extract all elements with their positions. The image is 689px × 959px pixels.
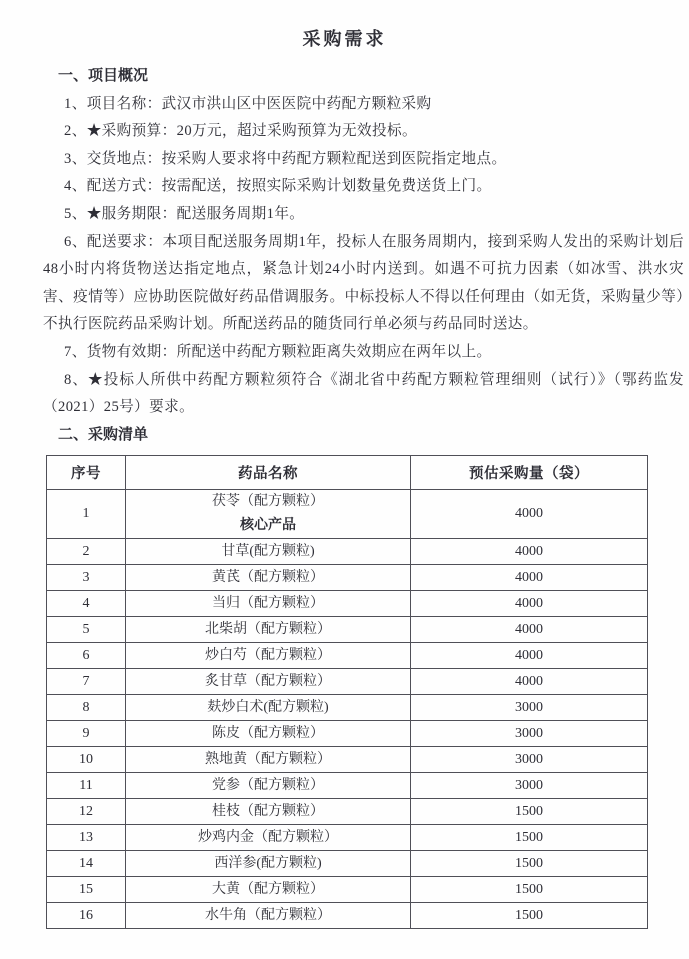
overview-item-5: 5、★服务期限：配送服务周期1年。 <box>64 205 305 222</box>
row-quantity: 1500 <box>411 799 648 825</box>
row-quantity: 4000 <box>411 490 648 539</box>
row-name-cell <box>126 643 411 669</box>
row-drug-name: 北柴胡（配方颗粒） <box>205 621 331 637</box>
row-drug-name: 当归（配方颗粒） <box>212 595 324 611</box>
table-row <box>47 565 648 591</box>
row-serial: 9 <box>47 721 126 747</box>
table-row <box>47 773 648 799</box>
table-row <box>47 539 648 565</box>
row-drug-name: 甘草(配方颗粒) <box>221 543 315 559</box>
table-row <box>47 799 648 825</box>
purchase-table-body <box>47 490 648 929</box>
row-name-cell <box>126 565 411 591</box>
row-quantity: 3000 <box>411 747 648 773</box>
row-name-cell <box>126 669 411 695</box>
row-name-cell <box>126 591 411 617</box>
row-name-cell <box>126 721 411 747</box>
row-drug-name: 熟地黄（配方颗粒） <box>205 751 331 767</box>
col-header-drug-name: 药品名称 <box>126 456 411 490</box>
row-drug-name: 黄芪（配方颗粒） <box>212 569 324 585</box>
row-quantity: 4000 <box>411 643 648 669</box>
row-serial: 13 <box>47 825 126 851</box>
row-name-cell <box>126 539 411 565</box>
table-row <box>47 825 648 851</box>
row-name-cell <box>126 490 411 539</box>
table-header-row <box>47 456 648 490</box>
row-serial: 3 <box>47 565 126 591</box>
row-quantity: 1500 <box>411 825 648 851</box>
row-drug-name: 炙甘草（配方颗粒） <box>205 673 331 689</box>
row-quantity: 4000 <box>411 617 648 643</box>
table-row <box>47 851 648 877</box>
row-name-cell <box>126 877 411 903</box>
table-row <box>47 747 648 773</box>
row-drug-name: 炒鸡内金（配方颗粒） <box>198 829 338 845</box>
purchase-table <box>46 455 648 929</box>
table-row <box>47 903 648 929</box>
row-serial: 10 <box>47 747 126 773</box>
overview-item-1: 1、项目名称：武汉市洪山区中医医院中药配方颗粒采购 <box>64 95 432 112</box>
overview-item-8: 8、★投标人所供中药配方颗粒须符合《湖北省中药配方颗粒管理细则（试行）》（鄂药监发（2021）25号）要求。 <box>43 371 684 416</box>
row-serial: 1 <box>47 490 126 539</box>
row-serial: 12 <box>47 799 126 825</box>
col-header-serial: 序号 <box>47 456 126 490</box>
row-quantity: 1500 <box>411 877 648 903</box>
document-title: 采购需求 <box>302 29 387 49</box>
table-row <box>47 669 648 695</box>
table-row <box>47 643 648 669</box>
row-quantity: 3000 <box>411 773 648 799</box>
row-drug-name: 炒白芍（配方颗粒） <box>205 647 331 663</box>
row-quantity: 3000 <box>411 721 648 747</box>
table-row <box>47 617 648 643</box>
table-row <box>47 591 648 617</box>
row-name-cell <box>126 617 411 643</box>
section-overview-heading: 一、项目概况 <box>58 68 149 84</box>
row-quantity: 4000 <box>411 565 648 591</box>
row-serial: 15 <box>47 877 126 903</box>
row-quantity: 4000 <box>411 591 648 617</box>
row-drug-name: 水牛角（配方颗粒） <box>205 907 331 923</box>
overview-item-7: 7、货物有效期：所配送中药配方颗粒距离失效期应在两年以上。 <box>64 343 492 360</box>
row-drug-name: 桂枝（配方颗粒） <box>212 803 324 819</box>
row-serial: 16 <box>47 903 126 929</box>
row-serial: 7 <box>47 669 126 695</box>
table-row <box>47 721 648 747</box>
row-name-cell <box>126 799 411 825</box>
row-name-cell <box>126 747 411 773</box>
row-name-cell <box>126 851 411 877</box>
row-serial: 6 <box>47 643 126 669</box>
overview-item-6: 6、配送要求：本项目配送服务周期1年，投标人在服务周期内，接到采购人发出的采购计划后48小时内将货物送达指定地点，紧急计划24小时内送到。如遇不可抗力因素（如冰雪、洪水灾害、疫情等）应协助医院做好药品借调服务。中标投标人不得以任何理由（如无货，采购量少等）不执行医院药品采购计划。所配送药品的随货同行单必须与药品同时送达。 <box>43 233 684 333</box>
row-serial: 8 <box>47 695 126 721</box>
row-drug-name: 大黄（配方颗粒） <box>212 881 324 897</box>
overview-item-2: 2、★采购预算：20万元，超过采购预算为无效投标。 <box>64 123 417 140</box>
row-name-cell <box>126 825 411 851</box>
row-name-cell <box>126 695 411 721</box>
row-core-product-tag: 核心产品 <box>240 518 296 534</box>
row-drug-name: 陈皮（配方颗粒） <box>212 725 324 741</box>
col-header-quantity: 预估采购量（袋） <box>411 456 648 490</box>
row-quantity: 1500 <box>411 903 648 929</box>
row-drug-name: 麸炒白术(配方颗粒) <box>207 699 329 715</box>
overview-item-3: 3、交货地点：按采购人要求将中药配方颗粒配送到医院指定地点。 <box>64 150 507 167</box>
row-name-cell <box>126 903 411 929</box>
section-list-heading: 二、采购清单 <box>58 426 149 443</box>
row-serial: 2 <box>47 539 126 565</box>
row-serial: 11 <box>47 773 126 799</box>
row-drug-name: 党参（配方颗粒） <box>212 777 324 793</box>
table-row <box>47 490 648 539</box>
row-serial: 14 <box>47 851 126 877</box>
row-quantity: 1500 <box>411 851 648 877</box>
row-drug-name: 西洋参(配方颗粒) <box>214 855 322 871</box>
row-serial: 4 <box>47 591 126 617</box>
table-row <box>47 695 648 721</box>
row-name-cell <box>126 773 411 799</box>
row-quantity: 4000 <box>411 539 648 565</box>
row-quantity: 4000 <box>411 669 648 695</box>
row-quantity: 3000 <box>411 695 648 721</box>
row-drug-name: 茯苓（配方颗粒） <box>212 494 324 510</box>
overview-item-4: 4、配送方式：按需配送，按照实际采购计划数量免费送货上门。 <box>64 178 492 195</box>
table-row <box>47 877 648 903</box>
row-serial: 5 <box>47 617 126 643</box>
